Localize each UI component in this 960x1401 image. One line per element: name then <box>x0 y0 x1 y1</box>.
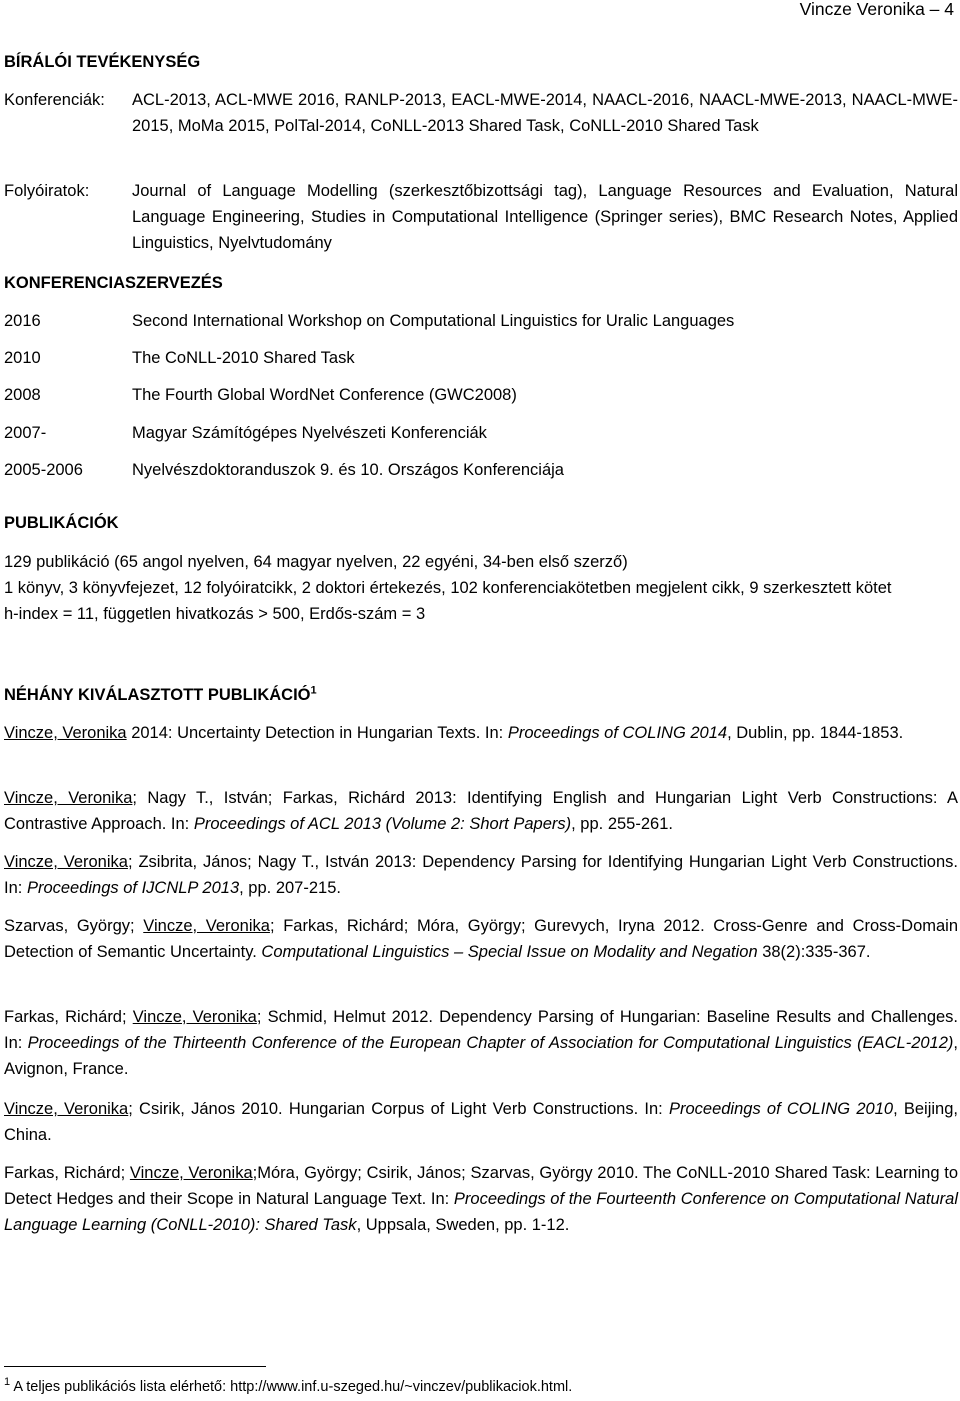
selected-publication: Vincze, Veronika 2014: Uncertainty Detection in Hungarian Texts. In: Proceedings of COLING 2014, Dublin, pp. 1844-1853. <box>4 724 904 742</box>
footnote-separator <box>4 1366 266 1367</box>
publication-types: 1 könyv, 3 könyvfejezet, 12 folyóiratcikk, 2 doktori értekezés, 102 konferenciakötetben megjelent cikk, 9 szerkesztett kötet <box>4 579 892 597</box>
journals-label: Folyóiratok: <box>4 182 90 200</box>
review-journals <box>4 178 958 256</box>
selected-publication: Szarvas, György; Vincze, Veronika; Farkas, Richárd; Móra, György; Gurevych, Iryna 2012. Cross-Genre and Cross-Domain Detection of Semantic Uncertainty. Computational Linguistics – Special Issue on Modality and Negation 38(2):335-367. <box>4 917 959 961</box>
journals-text: Journal of Language Modelling (szerkesztőbizottsági tag), Language Resources and Evaluation, Natural Language Engineering, Studies in Computational Intelligence (Springer series), BMC Research Notes, Applied Linguistics, Nyelvtudomány <box>132 182 958 252</box>
organizing-item: 2005-2006 Nyelvészdoktoranduszok 9. és 10. Országos Konferenciája <box>4 461 564 479</box>
review-heading: BÍRÁLÓI TEVÉKENYSÉG <box>4 53 201 71</box>
organizing-item: 2007- Magyar Számítógépes Nyelvészeti Konferenciák <box>4 424 487 442</box>
footnote-text: A teljes publikációs lista elérhető: http://www.inf.u-szeged.hu/~vinczev/publikaciok.html. <box>10 1379 573 1395</box>
selected-heading: NÉHÁNY KIVÁLASZTOTT PUBLIKÁCIÓ$^1$ <box>4 684 317 704</box>
organizing-heading: KONFERENCIASZERVEZÉS <box>4 274 223 292</box>
selected-publication: Vincze, Veronika; Csirik, János 2010. Hungarian Corpus of Light Verb Constructions. In: Proceedings of COLING 2010, Beijing, China. <box>4 1100 958 1144</box>
conferences-label: Konferenciák: <box>4 91 105 109</box>
selected-publication: Vincze, Veronika; Nagy T., István; Farkas, Richárd 2013: Identifying English and Hungarian Light Verb Constructions: A Contrastive Approach. In: Proceedings of ACL 2013 (Volume 2: Short Papers), pp. 255-261. <box>4 789 958 833</box>
organizing-item: 2010 The CoNLL-2010 Shared Task <box>4 349 355 367</box>
organizing-item: 2016 Second International Workshop on Computational Linguistics for Uralic Languages <box>4 312 735 330</box>
selected-publication: Vincze, Veronika; Zsibrita, János; Nagy T., István 2013: Dependency Parsing for Identifying Hungarian Light Verb Constructions. In: Proceedings of IJCNLP 2013, pp. 207-215. <box>4 853 958 897</box>
selected-publication: Farkas, Richárd; Vincze, Veronika; Schmid, Helmut 2012. Dependency Parsing of Hungarian: Baseline Results and Challenges. In: Proceedings of the Thirteenth Conference of the European Chapter of Association for Computational Linguistics (EACL-2012), Avignon, France. <box>4 1008 959 1078</box>
running-header: Vincze Veronika – 4 <box>799 0 954 19</box>
publications-summary <box>4 549 958 627</box>
organizing-item: 2008 The Fourth Global WordNet Conference (GWC2008) <box>4 386 517 404</box>
selected-publication: Farkas, Richárd; Vincze, Veronika;Móra, György; Csirik, János; Szarvas, György 2010. The CoNLL-2010 Shared Task: Learning to Detect Hedges and their Scope in Natural Language Text. In: Proceedings of the Fourteenth Conference on Computational Natural Language Learning (CoNLL-2010): Shared Task, Uppsala, Sweden, pp. 1-12. <box>4 1164 958 1234</box>
publications-heading: PUBLIKÁCIÓK <box>4 514 119 532</box>
footnote-ref: 1 <box>310 684 317 697</box>
conferences-text: ACL-2013, ACL-MWE 2016, RANLP-2013, EACL-MWE-2014, NAACL-2016, NAACL-MWE-2013, NAACL-MWE-2015, MoMa 2015, PolTal-2014, CoNLL-2013 Shared Task, CoNLL-2010 Shared Task <box>132 91 958 135</box>
footnote-mark: 1 <box>4 1376 11 1389</box>
citation-metrics: h-index = 11, független hivatkozás > 500, Erdős-szám = 3 <box>4 605 426 623</box>
review-conferences <box>4 87 958 139</box>
footnote <box>4 1374 572 1400</box>
publication-counts: 129 publikáció (65 angol nyelven, 64 magyar nyelven, 22 egyéni, 34-ben első szerző) <box>4 553 628 571</box>
